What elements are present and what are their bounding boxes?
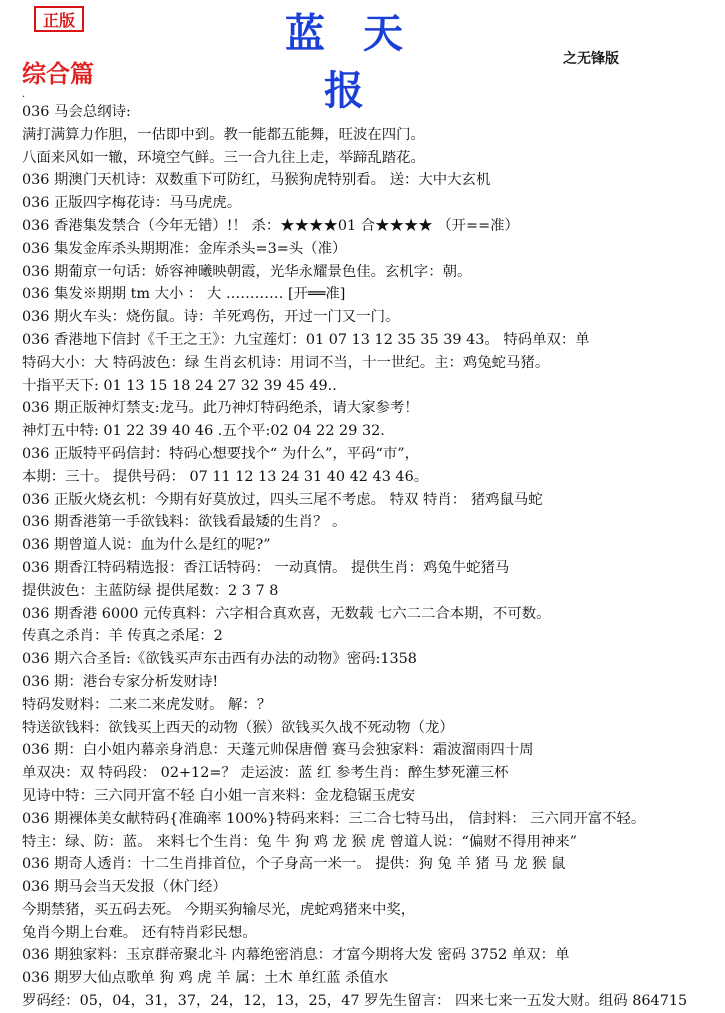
content-line: 特送欲钱料：欲钱买上西天的动物（猴）欲钱买久战不死动物（龙） [22, 719, 454, 736]
edition-label: 之无锋版 [563, 51, 619, 67]
section-title: 综合篇 [22, 59, 94, 88]
content-line: 八面来风如一辙，环境空气鲜。三一合九往上走，举蹄乱踏花。 [22, 149, 425, 166]
content-line: 036 正版特平码信封：特码心想要找个“ 为什么”，平码“市”， [22, 445, 420, 462]
masthead-title: 蓝 天 报 [285, 10, 415, 114]
content-line: 十指平天下: 01 13 15 18 24 27 32 39 45 49.. [22, 377, 337, 394]
content-line: 今期禁猪，买五码去死。 今期买狗输尽光，虎蛇鸡猪来中奖， [22, 901, 416, 918]
content-line: 本期：三十。 提供号码： 07 11 12 13 24 31 40 42 43 46。 [22, 468, 429, 485]
content-line: 036 集发金库杀头期期准：金库杀头=3=头（准） [22, 240, 347, 257]
content-line: 特码发财料：二来二来虎发财。 解：？ [22, 696, 272, 713]
content-line: 036 期香港 6000 元传真料：六字相合真欢喜，无数载 七六二二合本期，不可数。 [22, 605, 551, 622]
content-line: 036 期：港台专家分析发财诗! [22, 673, 219, 690]
edition-stamp: 正版 [34, 6, 84, 32]
content-line: 传真之杀肖：羊 传真之杀尾：2 [22, 628, 223, 645]
content-line: 036 期：白小姐内幕亲身消息：天蓬元帅保唐僧 赛马会独家料：霜波溜雨四十周 [22, 742, 534, 759]
bullet-dot: · [22, 92, 26, 103]
content-line: 特码大小：大 特码波色：绿 生肖玄机诗：用词不当，十一世纪。主：鸡兔蛇马猪。 [22, 354, 550, 371]
content-line: 036 香港集发禁合（今年无错）!！ 杀：★★★★01 合★★★★ （开==准） [22, 217, 519, 234]
content-line: 036 正版四字梅花诗：马马虎虎。 [22, 195, 242, 212]
content-line: 036 期奇人透肖：十二生肖排首位，个子身高一米一。 提供：狗 兔 羊 猪 马 龙 猴 鼠 [22, 856, 566, 873]
content-line: 见诗中特：三六同开富不轻 白小姐一言来料：金龙稳锯玉虎安 [22, 787, 416, 804]
content-line: 036 期澳门天机诗：双数重下可防红，马猴狗虎特别看。 送：大中大玄机 [22, 172, 491, 189]
content-line: 036 马会总纲诗: [22, 104, 131, 120]
content-line: 036 香港地下信封《千王之王》：九宝莲灯：01 07 13 12 35 35 39 43。 特码单双：单 [22, 331, 590, 348]
content-line: 036 集发※期期 tm 大小 ： 大 ………… [开══准] [22, 286, 346, 303]
content-line: 神灯五中特: 01 22 39 40 46 .五个平:02 04 22 29 32. [22, 423, 385, 440]
content-line: 036 期正版神灯禁支:龙马。此乃神灯特码绝杀，请大家参考！ [22, 400, 419, 417]
content-line: 036 期葡京一句话：娇容神曦映朝霞，光华永耀景色佳。玄机字：朝。 [22, 263, 472, 280]
content-line: 满打满算力作胆，一估即中到。教一能都五能舞，旺波在四门。 [22, 126, 425, 143]
content-line: 036 期曾道人说：血为什么是红的呢?” [22, 537, 271, 554]
content-line: 036 期六合圣旨:《欲钱买声东击西有办法的动物》密码:1358 [22, 651, 417, 668]
content-line: 特主：绿、防：蓝。 来料七个生肖：兔 牛 狗 鸡 龙 猴 虎 曾道人说：“偏财不得用神来” [22, 833, 577, 850]
content-line: 单双决：双 特码段： 02+12=？ 走运波：蓝 红 参考生肖：醉生梦死灌三杯 [22, 765, 509, 782]
content-line: 036 期独家料：玉京群帝聚北斗 内幕绝密消息：才富今期将大发 密码 3752 单双：单 [22, 947, 570, 964]
content-line: 036 期裸体美女献特码{准确率 100%}特码来料：三二合七特马出， 信封料： 三六同开富不轻。 [22, 810, 646, 827]
content-line: 036 期马会当天发报（休门经） [22, 879, 227, 896]
content-line: 036 期香港第一手欲钱料：欲钱看最矮的生肖？ 。 [22, 514, 347, 531]
content-line: 036 期罗大仙点歌单 狗 鸡 虎 羊 属：土木 单红蓝 杀值水 [22, 970, 389, 987]
content-line: 提供波色：主蓝防绿 提供尾数：2 3 7 8 [22, 582, 279, 599]
content-line: 036 正版火烧玄机：今期有好莫放过，四头三尾不考虑。 特双 特肖： 猪鸡鼠马蛇 [22, 491, 543, 508]
content-line: 兔肖今期上台难。 还有特肖彩民想。 [22, 924, 257, 941]
content-line: 036 期火车头：烧伤鼠。诗：羊死鸡伤，开过一门又一门。 [22, 309, 400, 326]
content-line: 036 期香江特码精选报：香江话特码： 一动真情。 提供生肖：鸡兔牛蛇猪马 [22, 559, 510, 576]
content-line: 罗码经：05，04，31，37，24，12，13，25，47 罗先生留言： 四来七来一五发大财。组码 864715 [22, 993, 688, 1010]
content-lines [22, 101, 717, 1013]
